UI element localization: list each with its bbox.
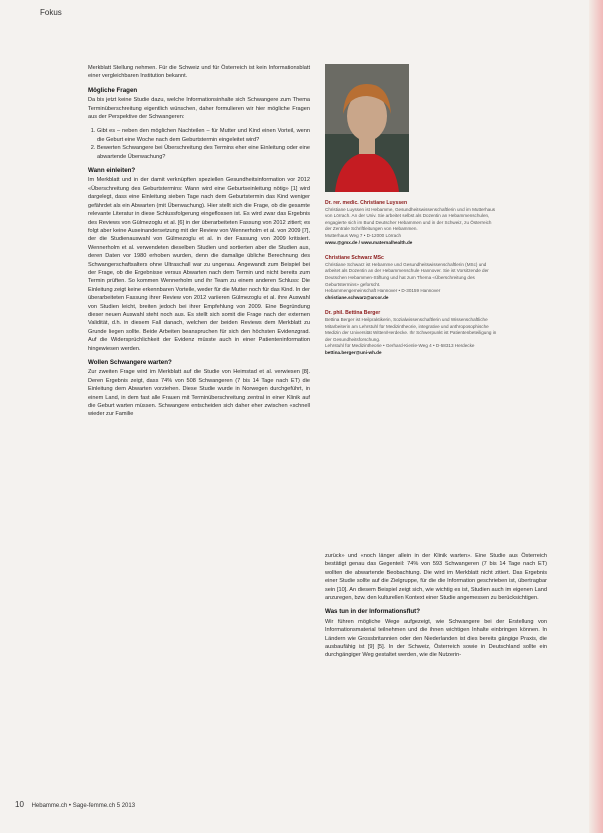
author-description: Christiane Schwarz ist Hebamme und Gesundheitswissenschaftlerin (MSc) und arbeitet als Dozentin an der Hebammenschule Hannover. Sie ist Vorsitzende der Deutschen Hebammen-Stiftung und hat zum Thema «Überschreitung des Geburtstermins» geforscht. <box>325 261 489 287</box>
body-paragraph: zurück» und «noch länger allein in der Klinik warten». Eine Studie aus Österreich bestätigt genau das Gegenteil: 74% von 593 Schwangeren (7 bis 14 Tage nach ET) wollten die abwartende Beobachtung. Die wird im Merkblatt nicht zitiert. Das Ergebnis einer Studie sollte auf die Zielgruppe, für die die Information geschrieben ist, übertragbar sein [10]. An diesem Beispiel zeigt sich, wie wichtig es ist, Studien auch im eigenen Land anzuregen, bzw. den kulturellen Kontext einer Studie angemessen zu berücksichtigen. <box>325 553 547 602</box>
section-heading: Wollen Schwangere warten? <box>88 359 172 366</box>
author-description: Bettina Berger ist Heilpraktikerin, Sozialwissenschaftlerin und Wissenschaftliche Mitarbeiterin am Lehrstuhl für Medizintheorie, integrative und anthroposophische Medizin der Universität Witten/Herdecke. Ihr Schwerpunkt ist Patientenbeteiligung in der Gesundheitsforschung. <box>325 316 497 342</box>
author-address: Lehrstuhl für Medizintheorie • Gerhard-Kienle-Weg 4 • D-58313 Herdecke <box>325 343 475 349</box>
author-address: Mutterhaus Weg 7 • D-12000 Lörrach <box>325 232 402 238</box>
body-paragraph: Zur zweiten Frage wird im Merkblatt auf die Studie von Heimstad et al. verwiesen [8]. Deren Ergebnis zeigt, dass 74% von 508 Schwangeren (7 bis 14 Tage nach ET) die Einleitung dem Abwarten vorziehen. Diese Studie wurde in Norwegen durchgeführt, in einem Land, in dem fast alle Frauen mit Terminüberschreitung zentral in einer Klinik auf die Geburt warten müssen. Schwangere entscheiden sich daher eher zwischen «schnell wieder zur Familie <box>88 369 310 418</box>
right-column <box>325 552 547 666</box>
author-email[interactable]: www.@gmx.de / www.maternalhealth.de <box>325 239 413 245</box>
question-list <box>88 127 310 161</box>
author-email[interactable]: christiane.schwarz@arcor.de <box>325 294 389 300</box>
author-description: Christiane Luyssen ist Hebamme, Gesundheitswissenschaftlerin und im Mutterhaus von Lörrach. An der Univ. Sie arbeitet selbst als Dozentin an Hebammenschulen, engagierte sich im Bund Deutscher Hebammen und in der Schweiz, zu Österreich der Zentrale Schriftleitungen von Hebammen. <box>325 206 496 232</box>
section-label: Fokus <box>40 8 62 17</box>
section-heading: Was tun in der Informationsflut? <box>325 608 420 616</box>
body-paragraph: Wir führen mögliche Wege aufgezeigt, wie Schwangere bei der Erstellung von Informationsmaterial teilnehmen und die ihnen wichtigen Inhalte einbringen können. In Ländern wie Grossbritannien oder den Niederlanden ist dies bereits gängige Praxis, die ausbaufähig ist [9] [5]. In der Schweiz, Österreich sowie in Deutschland sollte ein durchgängiger Weg gestaltet werden, wie die Nutzerin- <box>325 618 547 659</box>
author-name: Dr. phil. Bettina Berger <box>325 310 381 317</box>
section-heading: Wann einleiten? <box>88 167 136 175</box>
page-footer <box>15 800 135 809</box>
page-number: 10 <box>15 800 24 809</box>
list-item: 1. Gibt es – neben den möglichen Nachteilen – für Mutter und Kind einen Vorteil, wenn die Geburt eine Woche nach dem Geburtstermin eingeleitet wird? <box>97 127 310 144</box>
author-email[interactable]: bettina.berger@uni-wh.de <box>325 349 382 355</box>
author-photo <box>325 64 409 192</box>
footer-journal: Hebamme.ch • Sage-femme.ch 5 2013 <box>31 803 136 809</box>
author-bios <box>325 200 497 365</box>
list-item: 2. Bewerten Schwangere bei Überschreitung des Termins eher eine Einleitung oder eine abwartende Überwachung? <box>97 144 310 161</box>
author-address: Hebammengemeinschaft Hannover • D-30159 Hannover <box>325 288 441 294</box>
author-bio <box>325 255 497 301</box>
page-edge <box>589 0 603 833</box>
author-bio <box>325 200 497 246</box>
body-paragraph: Da bis jetzt keine Studie dazu, welche Informationsinhalte sich Schwangere zum Thema Terminüberschreitung eigentlich wünschen, daher formulieren wir hier mögliche Fragen aus der Perspektive der Schwangeren: <box>88 97 310 121</box>
author-name: Christiane Schwarz MSc <box>325 255 384 262</box>
section-heading: Mögliche Fragen <box>88 86 138 94</box>
body-paragraph: Im Merkblatt und in der damit verknüpften speziellen Gesundheitsinformation vor 2012 «Überschreitung des Geburtstermins: Wann wird eine Geburtseinleitung nötig» [1] wird dargelegt, dass eine Einleitung sieben Tage nach dem Geburtstermin das Kind weniger gefährdet als ein Abwarten (mit Überwachung). Hier stellt sich die Frage, ob die gesamte relevante Literatur in diese Schlussfolgerung eingeflossen ist. Es wird zwar das Ergebnis des Reviews von Gülmezoglu et al. [6] in der überarbeiteten Fassung von 2012 zitiert; es folgt aber keine Auseinandersetzung mit der Review von Wennerholm et al. von 2009 [7], der die Studienauswahl von Gülmezoglu et al. in der Fassung von 2009 kritisiert. Wennerholm et al. verwendeten dieselben Studien und sortierten aber die Studien aus, deren Daten vor 1980 erhoben wurden, denn die damalige übliche Berechnung des Schwangerschaftsalters ohne Ultraschall war zu ungenau. Angewandt zum Beispiel bei der Frage, ob die Ergebnisse versus Abwarten nach dem Termin und nicht bereits zum Termin prüften. So kommen Wennerholm und ihr Team zu einem anderen Schluss: Die Einleitung zeigt keine erkennbaren Vorteile, weder für die Mutter noch für das Kind. In der überarbeiteten Fassung ihrer Review von 2012 variieren Gülmezoglu et al. ihre Auswahl von Studien leicht, breiten jedoch bei ihrer Empfehlung von 2009. Eine Begründung dieser neuen Auswahl steht noch aus. Es stellt sich somit die Frage nach der externen Validität, d.h. in diesem Fall danach, welchen der beiden Reviews dem Merkblatt zu Grunde liegen sollte. Beide Arbeiten beanspruchen für sich den höchsten Evidenzgrad. Auf die Widersprüchlichkeit der Evidenz müsste auch in einer Patienteninformation hingewiesen werden. <box>88 177 310 352</box>
body-paragraph: Merkblatt Stellung nehmen. Für die Schweiz und für Österreich ist kein Informationsblatt einer vergleichbaren Institution bekannt. <box>88 65 310 80</box>
author-name: Dr. rer. medic. Christiane Luyssen <box>325 200 408 206</box>
left-column <box>88 64 310 425</box>
author-bio <box>325 310 497 356</box>
